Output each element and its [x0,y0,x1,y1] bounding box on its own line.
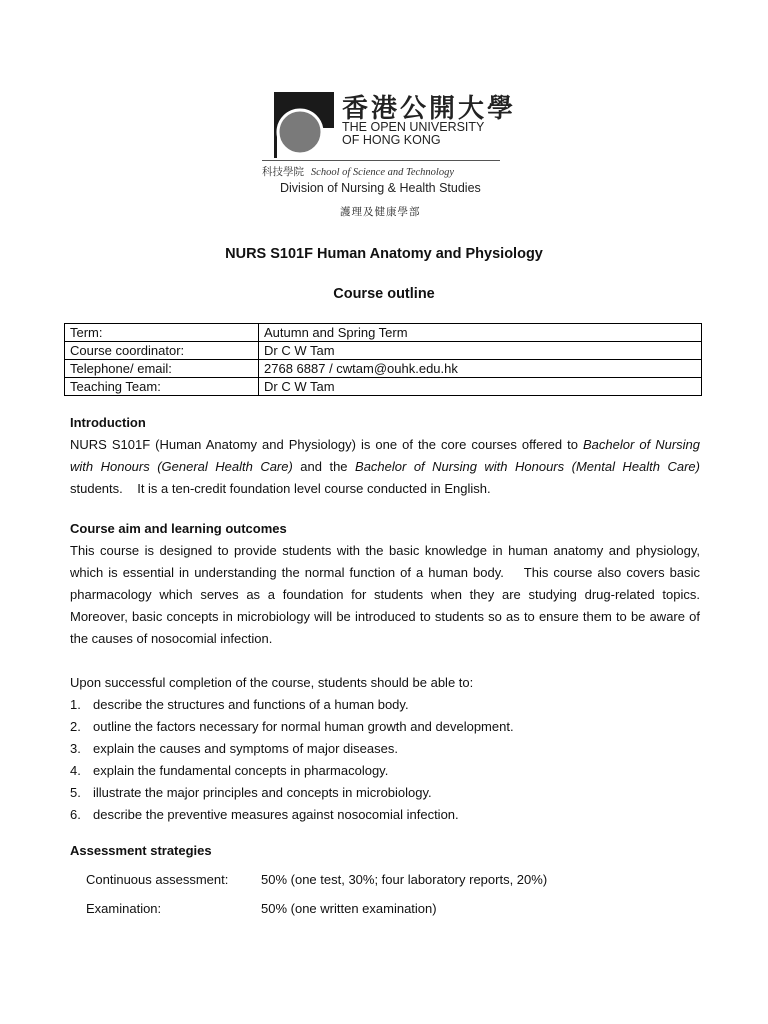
division-name-chinese: 護理及健康學部 [340,206,421,218]
table-value: Autumn and Spring Term [259,324,702,342]
course-title: NURS S101F Human Anatomy and Physiology [225,246,543,262]
assessment-row: Continuous assessment: 50% (one test, 30%; four laboratory reports, 20%) [86,872,548,887]
table-key: Term: [65,324,259,342]
course-info-table [64,323,702,396]
table-value: 2768 6887 / cwtam@ouhk.edu.hk [259,360,702,378]
list-item: 5. illustrate the major principles and concepts in microbiology. [70,785,432,800]
assessment-row: Examination: 50% (one written examination) [86,901,437,916]
list-item: 1. describe the structures and functions of a human body. [70,697,409,712]
table-value: Dr C W Tam [259,342,702,360]
list-item: 6. describe the preventive measures against nosocomial infection. [70,807,459,822]
table-row [65,378,702,396]
aims-section [70,518,715,826]
table-row [65,342,702,360]
introduction-paragraph: NURS S101F (Human Anatomy and Physiology) is one of the core courses offered to Bachelor of Nursing with Honours (General Health Care) and the Bachelor of Nursing with Honours (Mental Health Care) students. It is a ten-credit foundation level course conducted in English. [70,437,704,496]
university-name-english: THE OPEN UNIVERSITY OF HONG KONG [342,120,485,147]
list-item: 4. explain the fundamental concepts in pharmacology. [70,763,389,778]
header-divider [262,160,500,161]
table-value: Dr C W Tam [259,378,702,396]
assessment-section [70,840,700,862]
list-item: 2. outline the factors necessary for normal human growth and development. [70,719,514,734]
outcomes-list [70,694,700,826]
aims-paragraph: This course is designed to provide students with the basic knowledge in human anatomy and physiology, which is essential in understanding the normal function of a human body. This course also covers basic pharmacology which serves as a foundation for students when they are studying drug-related topics. Moreover, basic concepts in microbiology will be introduced to students so as to ensure them to be aware of the causes of nosocomial infection. [70,543,715,646]
university-name-chinese: 香港公開大學 [342,94,517,124]
table-row [65,360,702,378]
section-heading: Introduction [70,415,146,430]
school-name: 科技學院 School of Science and Technology [262,166,454,178]
outcomes-intro: Upon successful completion of the course, students should be able to: [70,675,474,690]
introduction-section [70,412,704,500]
table-key: Course coordinator: [65,342,259,360]
document-subtitle: Course outline [333,286,435,302]
section-heading: Assessment strategies [70,843,212,858]
list-item: 3. explain the causes and symptoms of major diseases. [70,741,398,756]
division-name: Division of Nursing & Health Studies [280,181,481,195]
table-row [65,324,702,342]
table-key: Teaching Team: [65,378,259,396]
table-key: Telephone/ email: [65,360,259,378]
university-logo-icon [274,92,334,158]
section-heading: Course aim and learning outcomes [70,521,287,536]
